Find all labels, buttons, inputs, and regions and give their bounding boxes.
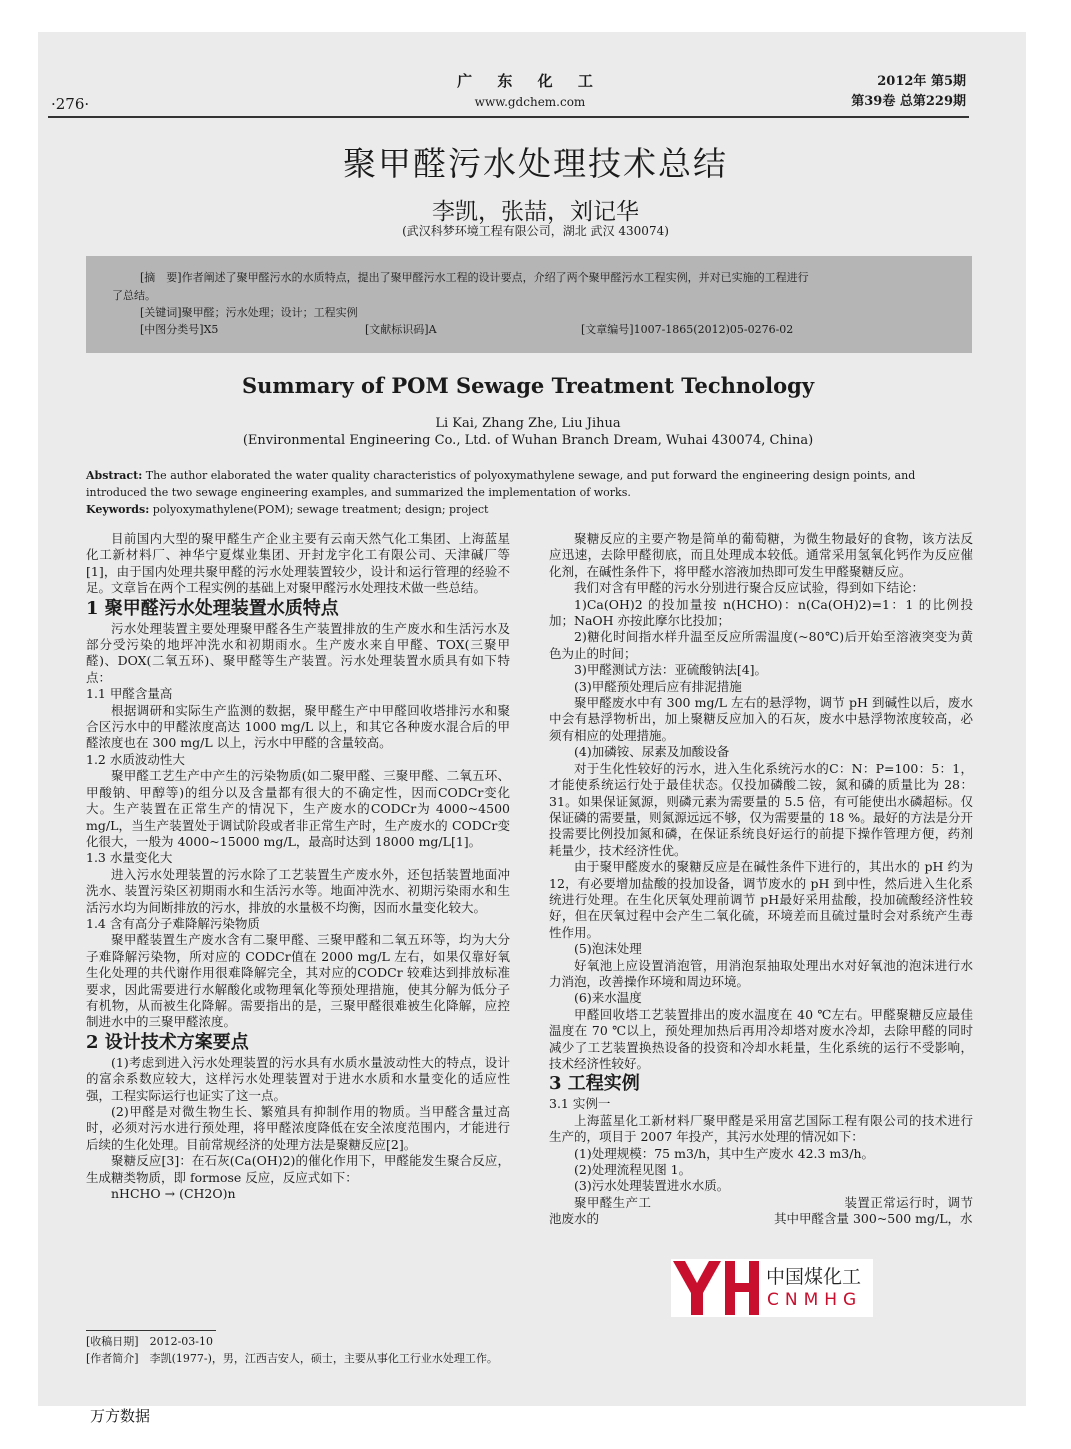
left-column <box>86 531 510 1202</box>
watermark-en-text: CNMHG <box>767 1290 863 1310</box>
source-label: 万方数据 <box>90 1407 151 1425</box>
abstract-box <box>86 256 972 353</box>
watermark-logo <box>671 1259 873 1317</box>
section-2-paragraph-2: (2)甲醛是对微生物生长、繁殖具有抑制作用的物质。当甲醛含量过高时，必须对污水进行预处理，将甲醛浓度降低在安全浓度范围内，才能进行后续的生化处理。目前常规经济的处理方法是聚糖反应[2]。 <box>86 1104 510 1152</box>
right-paragraph-13: (6)来水温度 <box>574 990 642 1006</box>
issue-volume: 第39卷 总第229期 <box>851 94 966 109</box>
section-heading-2: 2 设计技术方案要点 <box>86 1031 249 1053</box>
intro-paragraph: 目前国内大型的聚甲醛生产企业主要有云南天然气化工集团、上海蓝星化工新材料厂、神华宁夏煤业集团、开封龙宇化工有限公司、天津碱厂等[1]，由于国内处理共聚甲醛的污水处理装置较少，设计和运行管理的经验不足。文章旨在两个工程实例的基础上对聚甲醛污水处理技术做一些总结。 <box>86 531 510 596</box>
section-1-paragraph: 污水处理装置主要处理聚甲醛各生产装置排放的生产废水和生活污水及部分受污染的地坪冲洗水和初期雨水。生产废水来自甲醛、TOX(三聚甲醛)、DOX(二氧五环)、聚甲醛等生产装置。污水处理装置水质具有如下特点： <box>86 620 510 685</box>
footnote-rule <box>86 1330 216 1331</box>
right-paragraph-4: 2)糖化时间指水样升温至反应所需温度(~80℃)后开始至溶液突变为黄色为止的时间； <box>549 629 973 661</box>
keywords-label: Keywords: <box>86 503 150 516</box>
right-paragraph-1: 聚糖反应的主要产物是简单的葡萄糖，为微生物最好的食物，该方法反应迅速，去除甲醛彻底，而且处理成本较低。通常采用氢氧化钙作为反应催化剂，在碱性条件下，将甲醛水溶液加热即可发生甲醛聚糖反应。 <box>549 531 973 579</box>
abstract-line-2: 了总结。 <box>112 289 156 302</box>
section-heading-3: 3 工程实例 <box>549 1073 640 1095</box>
english-affiliation: (Environmental Engineering Co., Ltd. of Wuhan Branch Dream, Wuhai 430074, China) <box>242 433 814 448</box>
right-paragraph-10: 由于聚甲醛废水的聚糖反应是在碱性条件下进行的，其出水的 pH 约为 12，有必要增加盐酸的投加设备，调节废水的 pH 到中性，然后进入生化系统进行处理。在生化厌氧处理前调节 pH最好采用盐酸，投加硫酸经济性较好，但在厌氧过程中会产生二氧化硫，环境差而且硫过量时会对系统产生毒性作用。 <box>549 859 973 940</box>
issue-info <box>851 72 966 112</box>
journal-name: 广 东 化 工 <box>457 72 603 90</box>
right-paragraph-19: 聚甲醛生产工 装置正常运行时，调节池废水的 其中甲醛含量 300~500 mg/L，水 <box>549 1194 973 1227</box>
journal-header <box>440 70 620 109</box>
subsection-1-1-paragraph: 根据调研和实际生产监测的数据，聚甲醛生产中甲醛回收塔排污水和聚合区污水中的甲醛浓度高达 1000 mg/L 以上，和其它各种废水混合后的甲醛浓度也在 300 mg/L 以上，污水中甲醛的含量较高。 <box>86 702 510 751</box>
right-paragraph-8: (4)加磷铵、尿素及加酸设备 <box>574 744 730 760</box>
reaction-formula: nHCHO → (CH2O)n <box>111 1186 236 1202</box>
right-column <box>549 531 973 1228</box>
abstract-text: The author elaborated the water quality characteristics of polyoxymathylene sewage, and put forward the engineering design points, and introduced the two sewage engineering examples, and summarized the implementation of works. <box>86 469 916 499</box>
received-date: [收稿日期] 2012-03-10 <box>86 1335 214 1348</box>
subsection-heading-1-1: 1.1 甲醛含量高 <box>86 686 173 702</box>
section-heading-1: 1 聚甲醛污水处理装置水质特点 <box>86 597 339 619</box>
subsection-heading-3-1: 3.1 实例一 <box>549 1096 611 1112</box>
journal-url: www.gdchem.com <box>474 95 586 109</box>
english-title: Summary of POM Sewage Treatment Technology <box>241 373 815 398</box>
keywords-cn: [关键词]聚甲醛；污水处理；设计；工程实例 <box>140 306 358 319</box>
issue-year: 2012年 第5期 <box>877 74 966 89</box>
right-paragraph-16: (1)处理规模：75 m3/h，其中生产废水 42.3 m3/h。 <box>574 1145 875 1161</box>
author-bio: [作者简介] 李凯(1977-)，男，江西吉安人，硕士，主要从事化工行业水处理工作。 <box>86 1352 498 1365</box>
right-paragraph-6: (3)甲醛预处理后应有排泥措施 <box>574 678 742 694</box>
english-authors: Li Kai, Zhang Zhe, Liu Jihua <box>435 416 621 431</box>
mh-logo-icon <box>671 1259 761 1317</box>
abstract-line-1: [摘 要]作者阐述了聚甲醛污水的水质特点，提出了聚甲醛污水工程的设计要点，介绍了两个聚甲醛污水工程实例，并对已实施的工程进行 <box>140 271 809 284</box>
right-paragraph-15: 上海蓝星化工新材料厂聚甲醛是采用富艺国际工程有限公司的技术进行生产的，项目于 2007 年投产，其污水处理的情况如下： <box>549 1112 973 1145</box>
subsection-heading-1-3: 1.3 水量变化大 <box>86 850 173 866</box>
watermark-cn-text: 中国煤化工 <box>766 1266 862 1288</box>
document-code: [文献标识码]A <box>365 323 437 336</box>
right-paragraph-9: 对于生化性较好的污水，进入生化系统污水的C：N：P=100：5：1，才能使系统运行处于最佳状态。仅投加磷酸二铵，氮和磷的质量比为 28：31。如果保证氮源，则磷元素为需要量的 5.5 倍，有可能使出水磷超标。仅保证磷的需要量，则氮源远远不够，仅为需要量的 18 %。最好的方法是分开投需要比例投加氮和磷，在保证系统良好运行的前提下操作管理方便，药剂耗量少，技术经济性优。 <box>549 760 973 858</box>
page-number: ·276· <box>51 95 90 113</box>
paper-authors: 李凯，张喆，刘记华 <box>432 199 639 225</box>
subsection-heading-1-4: 1.4 含有高分子难降解污染物质 <box>86 915 260 931</box>
paper-title: 聚甲醛污水处理技术总结 <box>343 144 728 183</box>
subsection-1-3-paragraph: 进入污水处理装置的污水除了工艺装置生产废水外，还包括装置地面冲洗水、装置污染区初期雨水和生活污水等。地面冲洗水、初期污染雨水和生活污水均为间断排放的污水，排放的水量极不均衡，因而水量变化较大。 <box>86 866 510 915</box>
right-paragraph-18: (3)污水处理装置进水水质。 <box>574 1178 730 1194</box>
keywords-text: polyoxymathylene(POM); sewage treatment; design; project <box>149 503 489 516</box>
right-paragraph-7: 聚甲醛废水中有 300 mg/L 左右的悬浮物，调节 pH 到碱性以后，废水中会有悬浮物析出，加上聚糖反应加入的石灰，废水中悬浮物浓度较高，必须有相应的处理措施。 <box>549 695 973 743</box>
right-paragraph-14: 甲醛回收塔工艺装置排出的废水温度在 40 ℃左右。甲醛聚糖反应最佳温度在 70 ℃以上，预处理加热后再用冷却塔对废水冷却，去除甲醛的同时减少了工艺装置换热设备的投资和冷却水耗量，生化系统的运行不受影响，技术经济性较好。 <box>549 1006 973 1071</box>
abstract-label: Abstract: <box>86 469 143 482</box>
right-paragraph-5: 3)甲醛测试方法：亚硫酸钠法[4]。 <box>574 662 768 678</box>
right-paragraph-2: 我们对含有甲醛的污水分别进行聚合反应试验，得到如下结论： <box>574 580 925 596</box>
paper-affiliation: (武汉科梦环境工程有限公司，湖北 武汉 430074) <box>402 224 669 238</box>
section-2-paragraph-1: (1)考虑到进入污水处理装置的污水具有水质水量波动性大的特点，设计的富余系数应较大，这样污水处理装置对于进水水质和水量变化的适应性强，工程实际运行也证实了这一点。 <box>86 1054 510 1103</box>
footnote <box>86 1333 498 1367</box>
article-number: [文章编号]1007-1865(2012)05-0276-02 <box>581 323 794 336</box>
subsection-1-4-paragraph: 聚甲醛装置生产废水含有二聚甲醛、三聚甲醛和二氧五环等，均为大分子难降解污染物，所对应的 CODCr值在 2000 mg/L 左右，如果仅靠好氧生化处理的共代谢作用很难降解完全，其对应的CODCr 较难达到排放标准要求，因此需要进行水解酸化或物理氧化等预处理措施，使其分解为低分子有机物，从而被生化降解。需要指出的是，三聚甲醛很难被生化降解，应控制进水中的三聚甲醛浓度。 <box>86 932 510 1030</box>
subsection-heading-1-2: 1.2 水质波动性大 <box>86 751 185 767</box>
english-abstract-paragraph <box>86 467 972 501</box>
english-keywords-paragraph <box>86 501 972 518</box>
right-paragraph-3: 1)Ca(OH)2 的投加量按 n(HCHO)：n(Ca(OH)2)=1：1 的比例投加；NaOH 亦按此摩尔比投加； <box>549 596 973 629</box>
english-abstract <box>86 467 972 518</box>
right-paragraph-12: 好氧池上应设置消泡管，用消泡泵抽取处理出水对好氧池的泡沫进行水力消泡，改善操作环境和周边环境。 <box>549 957 973 989</box>
right-paragraph-11: (5)泡沫处理 <box>574 941 642 957</box>
subsection-1-2-paragraph: 聚甲醛工艺生产中产生的污染物质(如二聚甲醛、三聚甲醛、二氧五环、甲酸钠、甲醇等)的组分以及含量都有很大的不确定性，因而CODCr变化大。生产装置在正常生产的情况下，生产废水的CODCr为 4000~4500 mg/L，当生产装置处于调试阶段或者非正常生产时，生产废水的 CODCr变化很大，一般为 4000~15000 mg/L，最高时达到 18000 mg/L[1]。 <box>86 768 510 849</box>
header-rule <box>48 116 969 118</box>
class-number: [中图分类号]X5 <box>140 323 219 336</box>
section-2-paragraph-3: 聚糖反应[3]：在石灰(Ca(OH)2)的催化作用下，甲醛能发生聚合反应，生成糖类物质，即 formose 反应，反应式如下： <box>86 1153 510 1185</box>
right-paragraph-17: (2)处理流程见图 1。 <box>574 1162 692 1178</box>
